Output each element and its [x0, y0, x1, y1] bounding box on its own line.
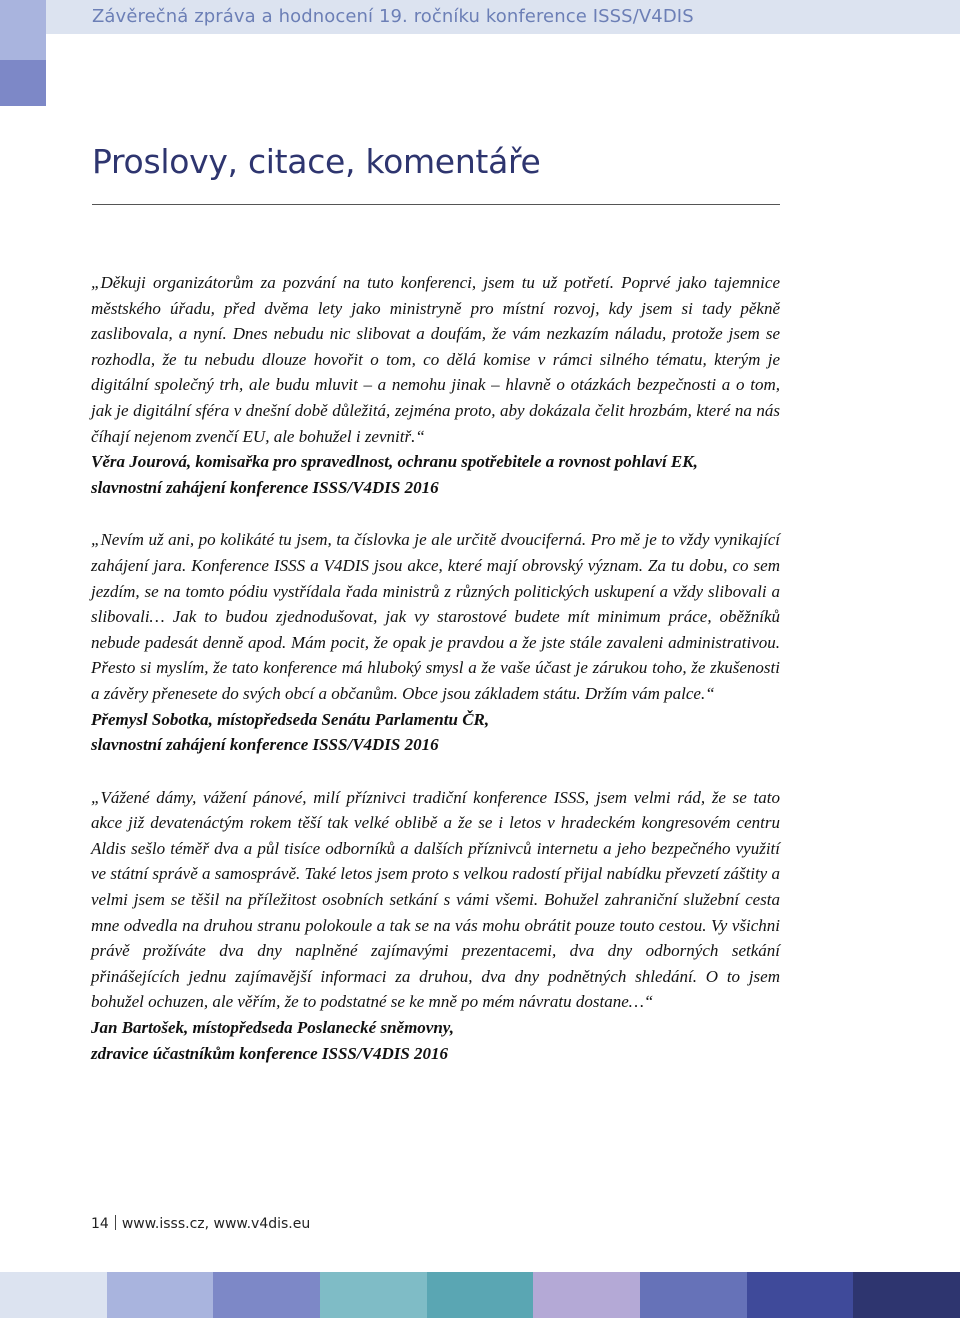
footer-links: www.isss.cz, www.v4dis.eu — [121, 1216, 311, 1232]
quote-text: „Nevím už ani, po kolikáté tu jsem, ta číslovka je ale určitě dvouciferná. Pro mě je to vždy vynikající zahájení jara. Konference ISSS a V4DIS jsou akce, které mají obrovský význam. Za tu dobu, co sem jezdím, se na tomto pódiu vystřídala řada ministrů z různých politických uskupení a vždy slibovali a slibovali… Jak to budou zjednodušovat, jak vy starostové budete mít minimum práce, oběžníků nebude padesát denně apod. Mám pocit, že opak je pravdou a že jste stále zavaleni administrativou. Přesto si myslím, že tato konference má hluboký smysl a že vaše účast je zárukou toho, že zkušenosti a závěry přenesete do svých obcí a občanům. Obce jsou základem státu. Držím vám palce.“ — [91, 530, 780, 703]
footer-band-segment — [213, 1272, 320, 1318]
page-number: 14 — [91, 1216, 109, 1232]
section-title: Proslovy, citace, komentáře — [92, 142, 541, 181]
header-accent-block-bottom — [0, 60, 46, 106]
quote-author: Přemysl Sobotka, místopředseda Senátu Parlamentu ČR, — [91, 709, 490, 729]
quote-occasion: slavnostní zahájení konference ISSS/V4DIS 2016 — [91, 477, 439, 497]
footer-band-segment — [107, 1272, 214, 1318]
footer-band-segment — [640, 1272, 747, 1318]
heading-divider — [92, 204, 780, 205]
footer-band-segment — [320, 1272, 427, 1318]
footer-color-band — [0, 1272, 960, 1318]
footer-separator — [115, 1215, 116, 1230]
quote-author: Jan Bartošek, místopředseda Poslanecké sněmovny, — [91, 1018, 454, 1038]
footer-band-segment — [427, 1272, 534, 1318]
footer-band-segment — [853, 1272, 960, 1318]
footer-band-segment — [0, 1272, 107, 1318]
quote-text: „Děkuji organizátorům za pozvání na tuto konferenci, jsem tu už potřetí. Poprvé jako tajemnice městského úřadu, před dvěma lety jako ministryně pro místní rozvoj, kdy jsem si tady pěkně zaslibovala, a nyní. Dnes nebudu nic slibovat a doufám, že vám nezkazím náladu, protože jsem se rozhodla, že tu nebudu dlouze hovořit o tom, co dělá komise v rámci silného tématu, kterým je digitální společný trh, ale budu mluvit – a nemohu jinak – hlavně o otázkách bezpečnosti a o tom, jak je digitální sféra v dnešní době důležitá, zejména proto, aby dokázala čelit hrozbám, které na nás číhají nejenom zvenčí EU, ale bohužel i zevnitř.“ — [91, 273, 780, 446]
quote-text: „Vážené dámy, vážení pánové, milí příznivci tradiční konference ISSS, jsem velmi rád, že se tato akce již devatenáctým rokem těší tak velké oblibě a že se i letos v hradeckém kongresovém centru Aldis sešlo téměř dva a půl tisíce odborníků a dalších příznivců internetu a jeho bezpečného využití ve státní správě a samosprávě. Také letos jsem proto s velkou radostí přijal nabídku převzetí záštity a velmi jsem se těšil na příležitost osobních setkání s vámi všemi. Bohužel zahraniční služební cesta mne odvedla na druhou stranu polokoule a tak se na vás mohu obrátit pouze touto cestou. Vy všichni právě prožíváte dva dny naplněné zajímavými prezentacemi, dva dny odborných setkání přinášejících jednu zajímavější informaci za druhou, dva dny podnětných shledání. O to jsem bohužel ochuzen, ale věřím, že to podstatné se ke mně po mém návratu dostane…“ — [91, 787, 780, 1012]
footer-band-segment — [533, 1272, 640, 1318]
quote-occasion: zdravice účastníkům konference ISSS/V4DIS 2016 — [91, 1043, 449, 1063]
quotes-list — [91, 270, 780, 1093]
page-footer — [91, 1215, 310, 1232]
header-title: Závěrečná zpráva a hodnocení 19. ročníku konference ISSS/V4DIS — [92, 6, 694, 27]
quote-occasion: slavnostní zahájení konference ISSS/V4DIS 2016 — [91, 735, 439, 755]
quote-block-bartosek — [91, 785, 780, 1067]
quote-block-jourova — [91, 270, 780, 500]
quote-block-sobotka — [91, 527, 780, 757]
header-accent-block-top — [0, 0, 46, 60]
footer-band-segment — [747, 1272, 854, 1318]
quote-author: Věra Jourová, komisařka pro spravedlnost, ochranu spotřebitele a rovnost pohlaví EK, — [91, 452, 698, 472]
